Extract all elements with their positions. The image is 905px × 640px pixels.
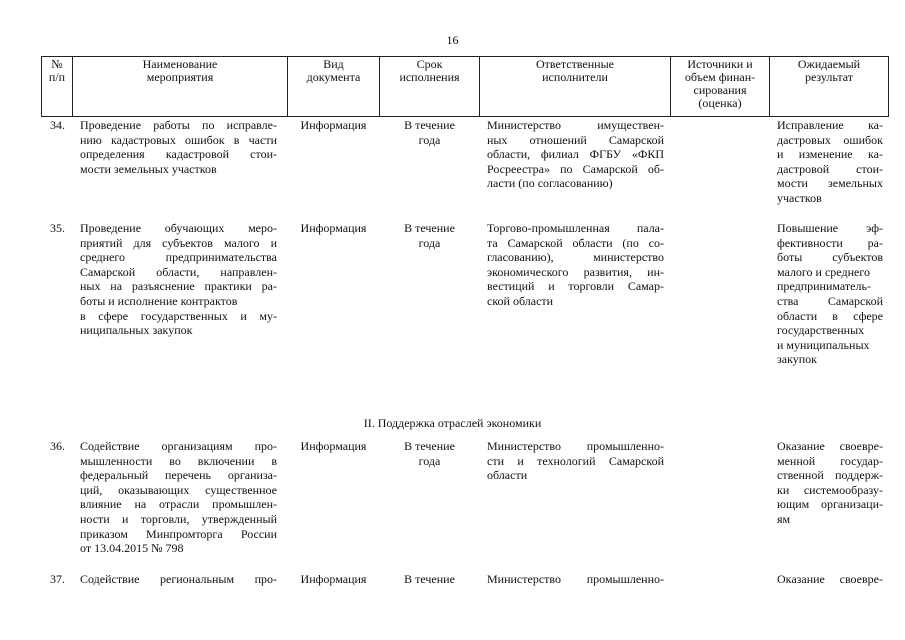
row-36-doc: Информация bbox=[300, 439, 367, 453]
section-title: II. Поддержка отраслей экономики bbox=[363, 416, 542, 430]
header-bottom-border bbox=[41, 116, 889, 117]
row-36-term: В течение года bbox=[404, 439, 455, 468]
row-35-doc: Информация bbox=[300, 221, 367, 235]
row-34-result: Исправление ка- дастровых ошибок и изменение ка- дастровой стои- мости земельных участков bbox=[777, 118, 883, 205]
row-37-term: В течение bbox=[404, 572, 455, 586]
row-35-term: В течение года bbox=[404, 221, 455, 250]
row-37-number: 37. bbox=[50, 572, 65, 586]
row-34-term: В течение года bbox=[404, 118, 455, 147]
row-36-result: Оказание своевре- менной государ- ственной поддерж- ки системообразу- ющим организаци- ям bbox=[777, 439, 883, 526]
row-35-result: Повышение эф- фективности ра- боты субъектов малого и среднего предприниматель- ства Самарской области в сфере государственных и муниципальных закупок bbox=[777, 221, 883, 367]
header-cell-funding: Источники и объем финан- сирования (оценка) bbox=[684, 57, 756, 110]
row-36-executors: Министерство промышленно- сти и технологий Самарской области bbox=[487, 439, 664, 483]
row-36-name: Содействие организациям про- мышленности во включении в федеральный перечень организа- ций, оказывающих существенное влияние на отрасли промышлен- ности и торговли, утвержденный приказом Минпромторга России от 13.04.2015 № 798 bbox=[80, 439, 277, 556]
row-35-executors: Торгово-промышленная пала- та Самарской области (по со- гласованию), министерство экономического развития, ин- вестиций и торговли Самар- ской области bbox=[487, 221, 664, 308]
header-cell-executors: Ответственные исполнители bbox=[536, 57, 614, 84]
header-cell-result: Ожидаемый результат bbox=[797, 57, 861, 84]
header-cell-term: Срок исполнения bbox=[399, 57, 460, 84]
row-34-executors: Министерство имуществен- ных отношений Самарской области, филиал ФГБУ «ФКП Росреестра» по Самарской об- ласти (по согласованию) bbox=[487, 118, 664, 191]
row-37-executors: Министерство промышленно- bbox=[487, 572, 664, 586]
column-divider bbox=[888, 56, 889, 117]
row-35-name: Проведение обучающих меро- приятий для субъектов малого и среднего предпринимательства Самарской области, направлен- ных на разъяснение практики ра- боты и исполнение контрактов в сфере государственных и му- ниципальных закупок bbox=[80, 221, 277, 338]
row-35-number: 35. bbox=[50, 221, 65, 235]
row-37-result: Оказание своевре- bbox=[777, 572, 883, 586]
header-cell-number: № п/п bbox=[48, 57, 66, 84]
row-36-number: 36. bbox=[50, 439, 65, 453]
row-34-doc: Информация bbox=[300, 118, 367, 132]
row-37-name: Содействие региональным про- bbox=[80, 572, 277, 586]
page-number: 16 bbox=[446, 33, 459, 47]
header-cell-name: Наименование мероприятия bbox=[142, 57, 218, 84]
row-37-doc: Информация bbox=[300, 572, 367, 586]
row-34-number: 34. bbox=[50, 118, 65, 132]
header-cell-doc-type: Вид документа bbox=[306, 57, 361, 84]
row-34-name: Проведение работы по исправле- нию кадастровых ошибок в части определения кадастровой стои- мости земельных участков bbox=[80, 118, 277, 176]
